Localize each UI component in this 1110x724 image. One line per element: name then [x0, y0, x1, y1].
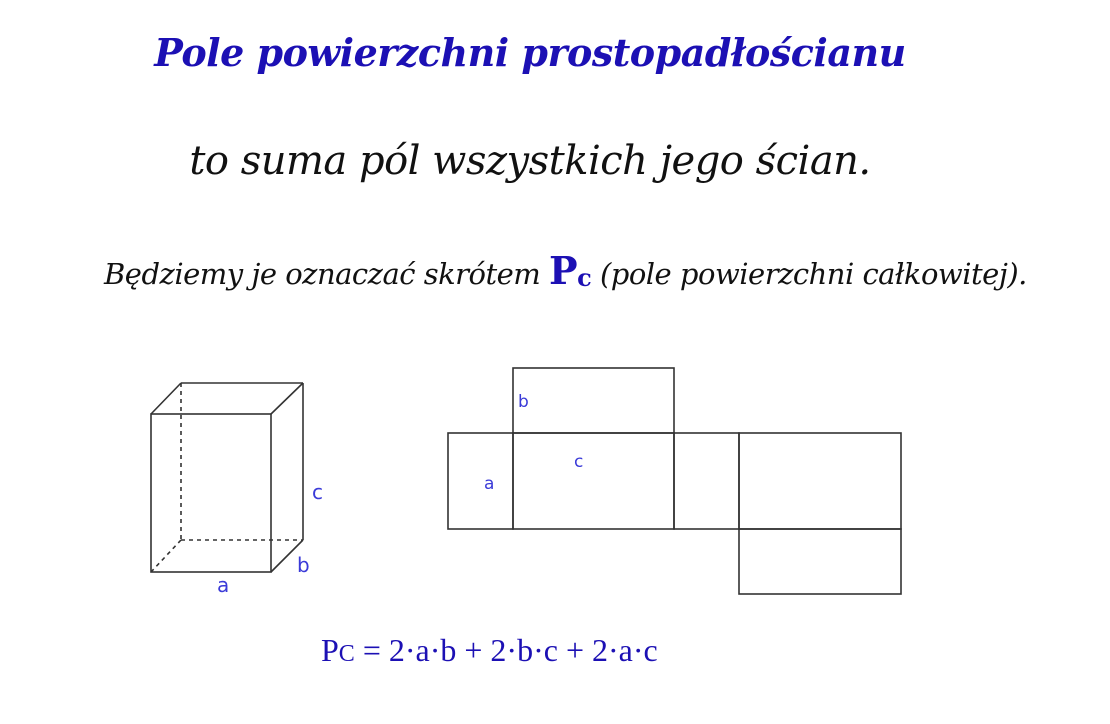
cuboid-edge [271, 383, 303, 414]
cuboid-label-b: b [297, 553, 310, 577]
formula-symbol-main: P [321, 632, 339, 668]
note-text-before: Będziemy je oznaczać skrótem [104, 257, 541, 291]
note-text-after: (pole powierzchni całkowitej). [599, 257, 1027, 291]
net-face-back [739, 433, 901, 529]
cuboid-label-c: c [312, 480, 323, 504]
net-label-a: a [484, 474, 495, 494]
subtitle: to suma pól wszystkich jego ścian. [189, 138, 871, 184]
formula-expression: = 2·a·b + 2·b·c + 2·a·c [354, 632, 658, 668]
net-label-c: c [574, 452, 584, 472]
pc-symbol-sub: c [577, 263, 592, 292]
net-face-top [513, 368, 674, 433]
cuboid-front-face [151, 414, 271, 572]
pc-symbol-main: P [549, 248, 578, 293]
formula-symbol-sub: C [338, 641, 355, 667]
cuboid-net-diagram [448, 368, 901, 594]
net-face-front [513, 433, 674, 529]
cuboid-hidden-edge [151, 540, 181, 572]
cuboid-edge [151, 383, 181, 414]
net-face-bottom [739, 529, 901, 594]
net-face-right [674, 433, 739, 529]
net-face-left [448, 433, 513, 529]
cuboid-label-a: a [217, 573, 230, 597]
net-label-b: b [518, 392, 529, 412]
page-title: Pole powierzchni prostopadłościanu [154, 30, 906, 75]
surface-area-formula [321, 632, 658, 669]
cuboid-diagram [151, 383, 303, 572]
